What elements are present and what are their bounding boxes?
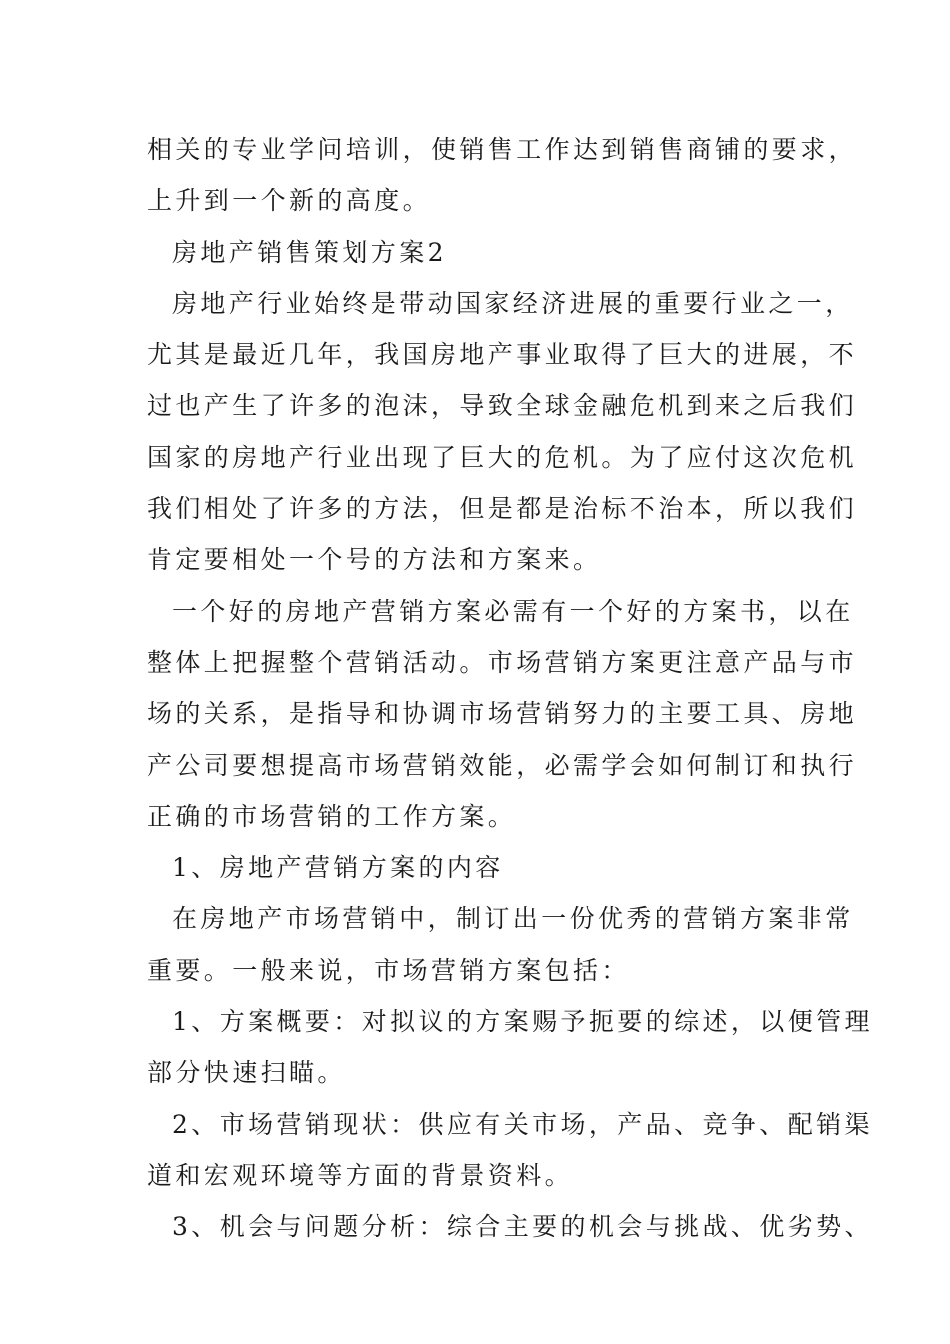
text-line: 房地产行业始终是带动国家经济进展的重要行业之一， (172, 288, 854, 318)
text-line: 相关的专业学问培训，使销售工作达到销售商铺的要求， (147, 135, 858, 164)
document-body (147, 124, 873, 1253)
text-line: 部分快速扫瞄。 (147, 1058, 346, 1088)
text-line: 肯定要相处一个号的方法和方案来。 (147, 545, 602, 575)
text-line: 在房地产市场营销中，制订出一份优秀的营销方案非常 (172, 904, 854, 934)
text-line: 1、方案概要：对拟议的方案赐予扼要的综述，以便管理 (172, 1007, 873, 1037)
text-line: 上升到一个新的高度。 (147, 186, 432, 216)
text-line: 整体上把握整个营销活动。市场营销方案更注意产品与市 (147, 647, 858, 677)
text-line: 场的关系，是指导和协调市场营销努力的主要工具、房地 (147, 699, 858, 729)
text-line: 房地产销售策划方案2 (172, 237, 447, 267)
text-line: 产公司要想提高市场营销效能，必需学会如何制订和执行 (147, 750, 858, 780)
text-line: 一个好的房地产营销方案必需有一个好的方案书，以在 (172, 596, 854, 626)
text-line: 2、市场营销现状：供应有关市场，产品、竞争、配销渠 (172, 1109, 873, 1139)
text-line: 重要。一般来说，市场营销方案包括： (147, 955, 630, 985)
text-line: 正确的市场营销的工作方案。 (147, 801, 517, 831)
text-line: 我们相处了许多的方法，但是都是治标不治本，所以我们 (147, 494, 858, 524)
text-line: 3、机会与问题分析：综合主要的机会与挑战、优劣势、 (172, 1212, 873, 1242)
text-line: 道和宏观环境等方面的背景资料。 (147, 1160, 574, 1190)
text-line: 1、房地产营销方案的内容 (172, 853, 504, 883)
text-line: 过也产生了许多的泡沫，导致全球金融危机到来之后我们 (147, 391, 858, 421)
text-line: 尤其是最近几年，我国房地产事业取得了巨大的进展，不 (147, 340, 858, 370)
text-line: 国家的房地产行业出现了巨大的危机。为了应付这次危机 (147, 442, 858, 472)
